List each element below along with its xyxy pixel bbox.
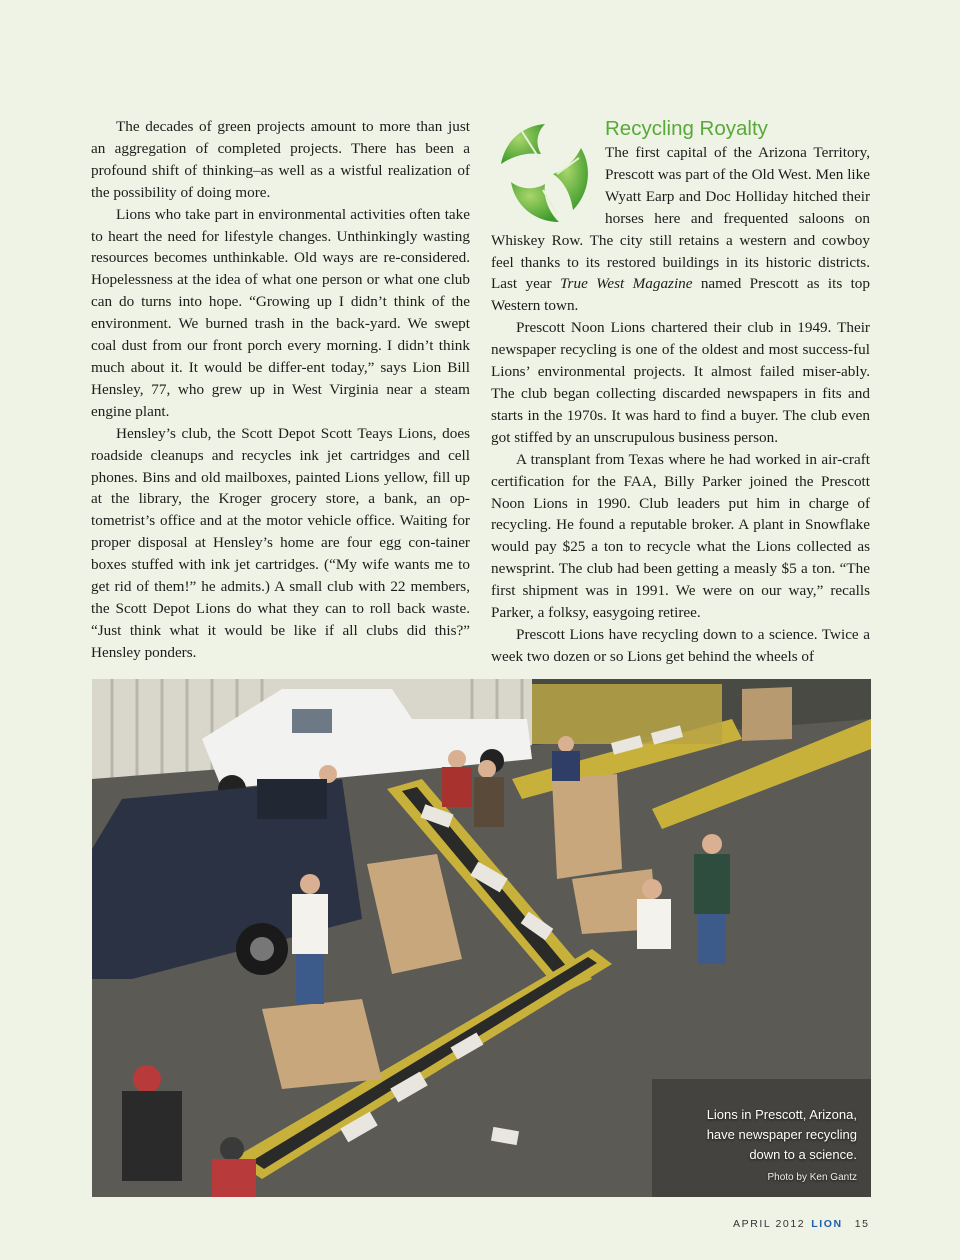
recycling-photo bbox=[92, 679, 871, 1197]
photo-caption bbox=[657, 1105, 857, 1165]
issue-date: APRIL 2012 bbox=[733, 1218, 806, 1230]
magazine-title: True West Magazine bbox=[559, 275, 693, 293]
body-paragraph-1: The decades of green projects amount to more than just an aggregation of completed projects. There has been a profound shift of thinking–as well as a wistful realization of the possibility of doing more. bbox=[91, 118, 470, 201]
page-footer bbox=[733, 1218, 870, 1230]
magazine-brand: LION bbox=[811, 1218, 843, 1230]
sidebar-paragraph-2: Prescott Noon Lions chartered their club in 1949. Their newspaper recycling is one of the oldest and most success-ful Lions’ environmental projects. It almost failed miser-ably. The club began collecting discarded newspapers in fits and starts in the 1970s. It was hard to find a buyer. The club even got stiffed by an unscrupulous business person. bbox=[491, 319, 870, 446]
sidebar-column bbox=[491, 116, 870, 668]
page-number: 15 bbox=[854, 1218, 870, 1230]
left-column bbox=[91, 116, 470, 664]
caption-line: have newspaper recycling bbox=[706, 1127, 857, 1142]
caption-line: Lions in Prescott, Arizona, bbox=[706, 1107, 857, 1122]
sidebar-p1-text-b: named Prescott as its top Western town. bbox=[491, 275, 870, 315]
body-paragraph-2: Lions who take part in environmental activities often take to heart the need for lifestyle changes. Unthinkingly wasting resources becomes unthinkable. Old ways are re-considered. Hopelessness at the idea of what one person or what one club can do turns into hope. “Growing up I didn’t think of the environment. We burned trash in the back-yard. We swept coal dust from our front porch every morning. I didn’t think much about it. It would be differ-ent today,” says Lion Bill Hensley, 77, who grew up in West Virginia near a steam engine plant. bbox=[91, 205, 470, 420]
sidebar-heading: Recycling Royalty bbox=[605, 117, 768, 140]
sidebar-paragraph-3: A transplant from Texas where he had worked in air-craft certification for the FAA, Billy Parker joined the Prescott Noon Lions in 1990. Club leaders put him in charge of recycling. He found a reputable broker. A plant in Snowflake would pay $25 a ton to recycle what the Lions collected as newsprint. The club had been getting a measly $5 a ton. “The first shipment was in 1991. We were on our way,” recalls Parker, a folksy, easygoing retiree. bbox=[491, 450, 870, 622]
recycle-leaves-icon bbox=[491, 118, 599, 226]
caption-line: down to a science. bbox=[749, 1147, 857, 1162]
sidebar-p1-text-a: The first capital of the Arizona Territory, Prescott was part of the Old West. Men like Wyatt Earp and Doc Holliday hitched their horses here and frequented saloons on Whiskey Row. The city still retains a western and cowboy feel thanks to its restored buildings in its historic districts. Last year bbox=[491, 144, 870, 293]
sidebar-paragraph-4: Prescott Lions have recycling down to a science. Twice a week two dozen or so Lions get behind the wheels of bbox=[491, 625, 870, 665]
photo-credit: Photo by Ken Gantz bbox=[767, 1172, 857, 1183]
body-paragraph-3: Hensley’s club, the Scott Depot Scott Teays Lions, does roadside cleanups and recycles ink jet cartridges and cell phones. Bins and old mailboxes, painted Lions yellow, fill up at the library, the Kroger grocery store, a bank, an op-tometrist’s office and at the motor vehicle office. Waiting for proper disposal at Hensley’s home are four egg con-tainer boxes stuffed with ink jet cartridges. (“My wife wants me to get rid of them!” he admits.) A small club with 22 members, the Scott Depot Lions do what they can to roll back waste. “Just think what it would be like if all clubs did this?” Hensley ponders. bbox=[91, 424, 470, 661]
